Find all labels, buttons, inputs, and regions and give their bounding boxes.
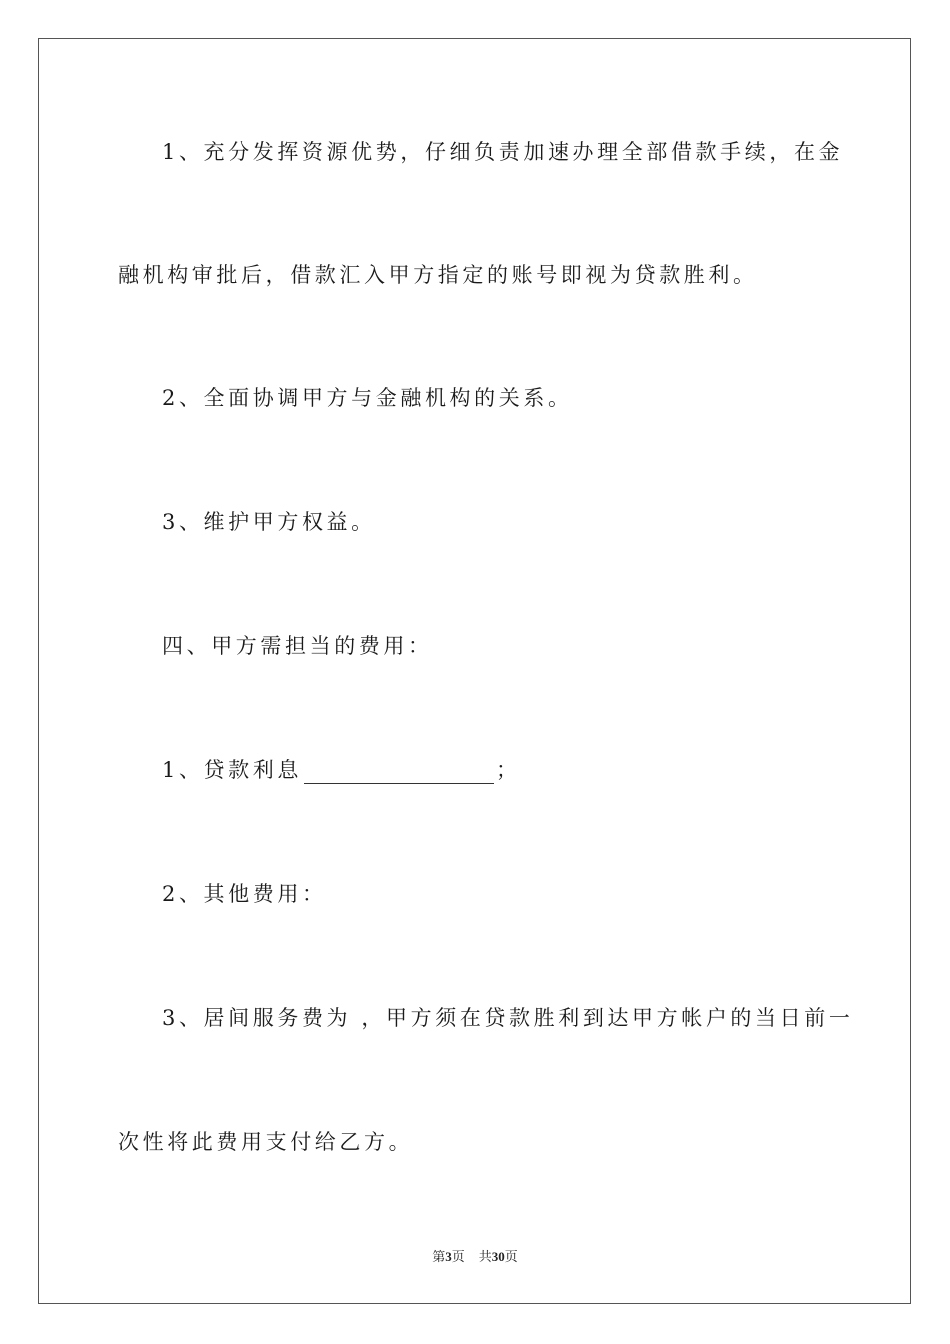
footer-page-current: 3 (445, 1249, 452, 1264)
paragraph-3: 3、维护甲方权益。 (162, 510, 376, 534)
footer-page-prefix: 第 (432, 1249, 446, 1264)
page-footer (0, 1246, 950, 1265)
footer-total-unit: 页 (504, 1249, 518, 1264)
item-3-line-1: 3、居间服务费为 ，甲方须在贷款胜利到达甲方帐户的当日前一 (162, 1006, 854, 1030)
page-border (38, 38, 911, 1304)
item-3-line-2: 次性将此费用支付给乙方。 (118, 1130, 414, 1154)
item-1-suffix: ； (495, 758, 521, 782)
loan-interest-blank (304, 763, 494, 784)
footer-total-prefix: 共 (478, 1249, 492, 1264)
paragraph-1-line-2: 融机构审批后，借款汇入甲方指定的账号即视为贷款胜利。 (118, 263, 758, 287)
section-4-heading: 四、甲方需担当的费用： (162, 634, 433, 658)
paragraph-1-line-1: 1、充分发挥资源优势，仔细负责加速办理全部借款手续，在金 (162, 140, 844, 164)
item-1-label: 1、贷款利息 (162, 758, 302, 782)
item-2-other-fees: 2、其他费用： (162, 882, 327, 906)
paragraph-2: 2、全面协调甲方与金融机构的关系。 (162, 386, 573, 410)
footer-page-unit: 页 (451, 1249, 465, 1264)
item-1-loan-interest (162, 756, 521, 784)
footer-page-total: 30 (491, 1249, 505, 1264)
